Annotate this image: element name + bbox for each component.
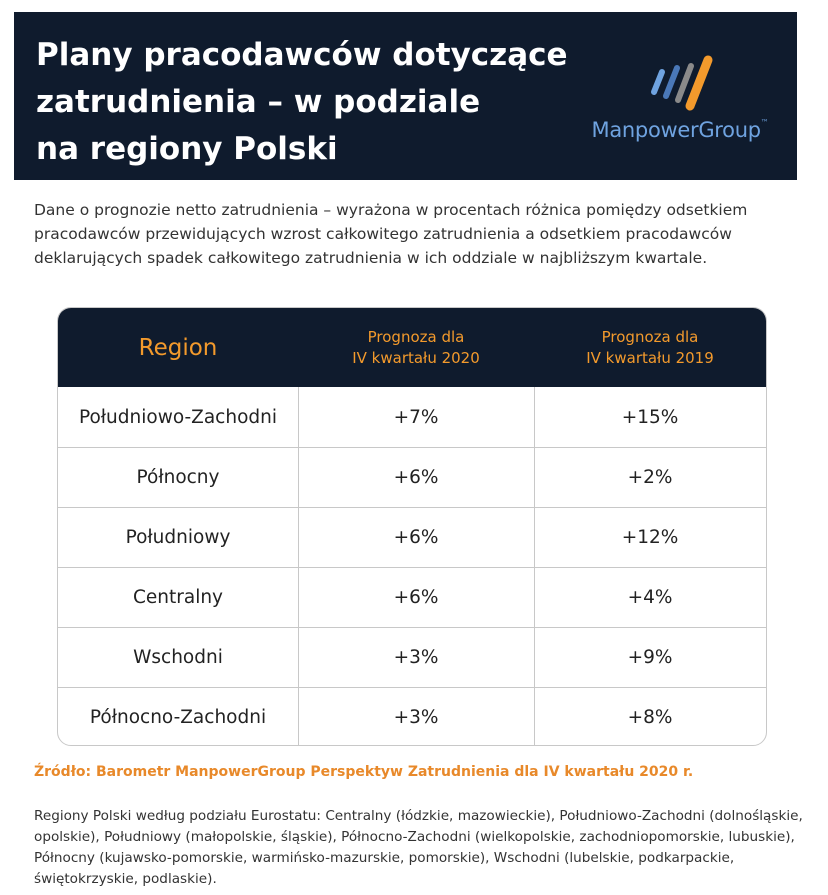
table-row: [58, 387, 766, 448]
table-header: [58, 308, 766, 387]
logo-text: ManpowerGroup™: [591, 118, 769, 142]
region-cell: Południowo-Zachodni: [58, 387, 299, 447]
q4-2019-cell: +12%: [621, 526, 679, 548]
region-cell: Północny: [58, 447, 299, 507]
q4-2019-cell: +9%: [627, 646, 673, 668]
title-line: Plany pracodawców dotyczące: [36, 37, 568, 73]
table-row: [58, 507, 766, 568]
forecast-table: [57, 307, 767, 746]
region-cell: Centralny: [58, 567, 299, 627]
q4-2020-cell: +6%: [298, 567, 535, 627]
q4-2020-cell: +6%: [298, 447, 535, 507]
q4-2020-cell: +3%: [298, 627, 535, 687]
q4-2019-cell: +15%: [621, 406, 679, 428]
q4-2020-cell: +6%: [298, 507, 535, 567]
manpowergroup-logo: [580, 52, 780, 162]
page-title: [36, 32, 596, 173]
table-row: [58, 627, 766, 688]
region-cell: Wschodni: [58, 627, 299, 687]
q4-2019-cell: +4%: [627, 586, 673, 608]
logo-stripes-icon: [640, 52, 720, 112]
q4-2019-cell: +2%: [627, 466, 673, 488]
region-cell: Północno-Zachodni: [58, 687, 299, 746]
q4-2019-cell: +8%: [627, 706, 673, 728]
header-region: Region: [138, 334, 218, 361]
regions-note: Regiony Polski według podziału Eurostatu: Centralny (łódzkie, mazowieckie), Południowo-Zachodni (dolnośląskie, opolskie), Południowy (małopolskie, śląskie), Północno-Zachodni (wielkopolskie, zachodniopomorskie, lubuskie), Północny (kujawsko-pomorskie, warmińsko-mazurskie, pomorskie), Wschodni (lubelskie, podkarpackie, świętokrzyskie, podlaskie).: [34, 808, 803, 887]
title-line: zatrudnienia – w podziale: [36, 84, 481, 120]
region-cell: Południowy: [58, 507, 299, 567]
table-row: [58, 567, 766, 628]
header-q4-2020: Prognoza dla IV kwartału 2020: [352, 327, 480, 367]
q4-2020-cell: +7%: [298, 387, 535, 447]
q4-2020-cell: +3%: [298, 687, 535, 746]
intro-text: Dane o prognozie netto zatrudnienia – wyrażona w procentach różnica pomiędzy odsetkiem pracodawców przewidujących wzrost całkowitego zatrudnienia a odsetkiem pracodawców deklarujących spadek całkowitego zatrudnienia w ich oddziale w najbliższym kwartale.: [34, 201, 748, 267]
source-text: Źródło: Barometr ManpowerGroup Perspektyw Zatrudnienia dla IV kwartału 2020 r.: [34, 764, 694, 780]
table-row: [58, 687, 766, 746]
header-q4-2019: Prognoza dla IV kwartału 2019: [586, 327, 714, 367]
title-line: na regiony Polski: [36, 131, 338, 167]
table-row: [58, 447, 766, 508]
header-banner: [14, 12, 797, 180]
